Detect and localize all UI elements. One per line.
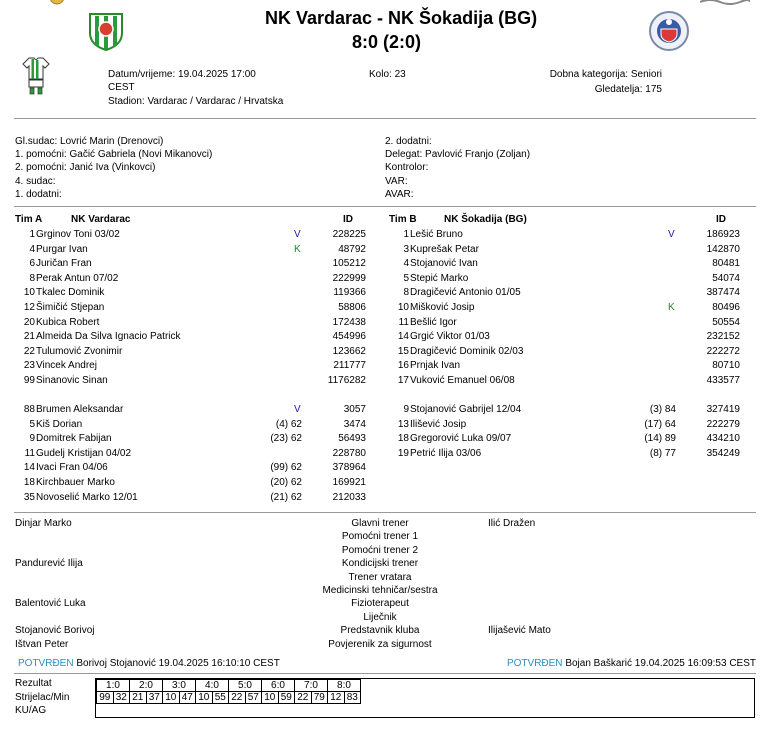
staff-person: Ištvan Peter	[15, 638, 69, 650]
player-number: 21	[23, 331, 35, 343]
partial-logo-icon	[48, 0, 66, 6]
player-id: 354249	[706, 447, 740, 459]
player-number: 16	[397, 360, 409, 372]
player-number: 8	[29, 272, 35, 284]
player-name: Grgić Viktor 01/03	[410, 331, 490, 343]
match-spectators: Gledatelja: 175	[594, 84, 662, 95]
player-number: 9	[403, 404, 409, 415]
player-row	[389, 286, 740, 300]
scorer-minute-cell: 59	[278, 692, 295, 704]
player-name: Gregorović Luka 09/07	[410, 433, 512, 445]
player-number: 35	[23, 491, 35, 503]
staff-role: Fizioterapeut	[351, 598, 409, 610]
official-line: Kontrolor:	[385, 162, 429, 173]
goalkeeper-mark: V	[668, 229, 675, 240]
player-id: 222272	[706, 345, 740, 357]
player-row	[389, 228, 740, 242]
player-number: 18	[397, 433, 409, 445]
player-id: 211777	[333, 360, 366, 372]
match-category: Dobna kategorija: Seniori	[549, 69, 662, 80]
team-a-name: NK Vardarac	[71, 214, 131, 225]
player-number: 8	[403, 287, 409, 299]
scorer-minute-cell: 32	[113, 692, 130, 704]
team-a-id-header: ID	[343, 214, 353, 225]
scorer-minute-cell: 57	[245, 692, 262, 704]
player-row	[15, 330, 366, 344]
goalkeeper-mark: V	[294, 229, 301, 240]
player-id: 387474	[706, 287, 740, 299]
staff-role: Kondicijski trener	[341, 558, 419, 570]
player-number: 20	[23, 316, 35, 328]
player-number: 99	[23, 375, 35, 386]
substitution-minute: (99) 62	[270, 462, 302, 474]
player-number: 1	[403, 229, 409, 240]
scorer-minute-cell: 83	[344, 692, 361, 704]
official-line: 2. dodatni:	[385, 136, 432, 147]
staff-person: Stojanović Borivoj	[15, 625, 95, 637]
team-a-label: Tim A	[15, 214, 43, 225]
player-row	[389, 316, 740, 330]
player-id: 3057	[343, 404, 366, 415]
player-number: 10	[397, 302, 409, 313]
player-name: Grginov Toni 03/02	[36, 229, 120, 240]
player-row	[15, 374, 366, 388]
player-number: 5	[29, 418, 35, 430]
player-number: 4	[29, 243, 35, 255]
staff-person: Ilić Dražen	[488, 518, 536, 529]
results-label-scorer: Strijelac/Min	[15, 692, 70, 703]
player-id: 3474	[343, 418, 366, 430]
player-id: 172438	[332, 316, 366, 328]
player-name: Novoselić Marko 12/01	[36, 491, 138, 503]
match-score: 8:0 (2:0)	[352, 32, 422, 52]
player-number: 10	[23, 287, 35, 299]
player-row	[389, 374, 740, 388]
player-id: 48792	[338, 243, 366, 255]
staff-role: Pomoćni trener 2	[341, 544, 419, 556]
player-name: Tulumović Zvonimir	[36, 345, 123, 357]
player-row	[389, 330, 740, 344]
player-name: Vincek Andrej	[36, 360, 97, 372]
substitution-minute: (4) 62	[275, 418, 302, 430]
player-row	[389, 257, 740, 271]
player-row	[15, 243, 366, 257]
player-row	[15, 447, 366, 461]
player-name: Brumen Aleksandar	[36, 404, 124, 415]
match-stadium: Stadion: Vardarac / Vardarac / Hrvatska	[108, 96, 284, 107]
player-name: Kiš Dorian	[36, 418, 83, 430]
player-row	[389, 243, 740, 257]
substitution-minute: (21) 62	[270, 491, 302, 503]
player-name: Gudelj Kristijan 04/02	[36, 447, 132, 459]
partial-banner-icon	[700, 0, 750, 6]
scorer-number-cell: 21	[130, 692, 147, 704]
scorer-number-cell: 22	[295, 692, 312, 704]
substitution-minute: (17) 64	[644, 418, 676, 430]
official-line: 4. sudac:	[15, 176, 56, 187]
staff-person: Dinjar Marko	[15, 518, 72, 529]
player-id: 119366	[333, 287, 366, 299]
player-name: Bešlić Igor	[410, 316, 457, 328]
player-row	[15, 257, 366, 271]
staff-role: Predstavnik kluba	[340, 625, 420, 637]
player-name: Juričan Fran	[36, 258, 92, 270]
player-number: 11	[24, 447, 35, 459]
player-number: 11	[398, 316, 409, 328]
match-datetime: Datum/vrijeme: 19.04.2025 17:00	[108, 69, 256, 80]
player-name: Stojanović Ivan	[410, 258, 478, 270]
official-line: 1. dodatni:	[15, 189, 62, 200]
confirm-left-text: Borivoj Stojanović 19.04.2025 16:10:10 CEST	[76, 658, 280, 669]
player-number: 13	[397, 418, 409, 430]
player-row	[15, 432, 366, 446]
player-id: 433577	[706, 375, 740, 386]
scorer-number-cell: 10	[163, 692, 180, 704]
player-name: Almeida Da Silva Ignacio Patrick	[36, 331, 181, 343]
official-line: Gl.sudac: Lovrić Marin (Drenovci)	[15, 136, 164, 147]
player-id: 454996	[332, 331, 366, 343]
player-id: 222279	[706, 418, 740, 430]
player-row	[15, 403, 366, 417]
score-cell: 7:0	[295, 680, 328, 692]
player-row	[389, 301, 740, 315]
player-row	[15, 286, 366, 300]
player-name: Purgar Ivan	[36, 243, 88, 255]
player-number: 88	[23, 404, 35, 415]
official-line: VAR:	[385, 176, 408, 187]
player-id: 434210	[706, 433, 740, 445]
player-number: 14	[397, 331, 409, 343]
player-number: 6	[29, 258, 35, 270]
player-id: 142870	[706, 243, 740, 255]
player-name: Ilišević Josip	[410, 418, 467, 430]
player-name: Petrić Ilija 03/06	[410, 447, 482, 459]
player-row	[389, 345, 740, 359]
results-grid	[96, 679, 361, 704]
player-id: 378964	[332, 462, 366, 474]
player-name: Perak Antun 07/02	[36, 272, 119, 284]
player-number: 12	[23, 302, 35, 313]
player-number: 4	[403, 258, 409, 270]
player-id: 54074	[712, 272, 740, 284]
official-line: 2. pomoćni: Janić Iva (Vinkovci)	[15, 162, 156, 173]
score-cell: 2:0	[130, 680, 163, 692]
captain-mark: K	[668, 302, 675, 313]
scorer-number-cell: 10	[196, 692, 213, 704]
confirm-right	[507, 658, 756, 669]
scorer-number-cell: 12	[328, 692, 345, 704]
player-name: Kirchbauer Marko	[36, 477, 115, 488]
player-row	[389, 403, 740, 417]
official-line: AVAR:	[385, 189, 414, 200]
player-number: 23	[23, 360, 35, 372]
player-number: 14	[23, 462, 35, 474]
match-round: Kolo: 23	[369, 69, 406, 80]
player-name: Dragičević Dominik 02/03	[410, 345, 524, 357]
player-name: Šimičić Stjepan	[36, 302, 105, 313]
player-row	[15, 359, 366, 373]
player-name: Stepić Marko	[410, 272, 469, 284]
player-number: 3	[403, 243, 409, 255]
player-name: Ivaci Fran 04/06	[36, 462, 108, 474]
scorer-minute-cell: 47	[179, 692, 196, 704]
nk-sokadija-crest-icon	[648, 10, 690, 52]
player-name: Tkalec Dominik	[36, 287, 105, 299]
confirm-right-tag: POTVRĐEN	[506, 658, 563, 669]
confirm-left	[18, 658, 280, 669]
scorer-number-cell: 99	[97, 692, 114, 704]
player-id: 105212	[332, 258, 366, 270]
player-number: 18	[23, 477, 35, 488]
staff-role: Povjerenik za sigurnost	[328, 638, 432, 650]
player-number: 5	[403, 272, 409, 284]
player-row	[389, 418, 740, 432]
player-id: 80710	[712, 360, 740, 372]
team-b-name: NK Šokadija (BG)	[444, 214, 527, 225]
scorer-minute-cell: 79	[311, 692, 328, 704]
player-row	[15, 301, 366, 315]
scorer-minute-cell: 37	[146, 692, 163, 704]
score-cell: 8:0	[328, 680, 361, 692]
score-cell: 6:0	[262, 680, 295, 692]
player-id: 222999	[332, 272, 366, 284]
staff-person: Ilijašević Mato	[488, 625, 551, 637]
team-b-id-header: ID	[716, 214, 726, 225]
substitution-minute: (8) 77	[649, 447, 676, 459]
staff-role: Pomoćni trener 1	[341, 531, 419, 543]
player-id: 123662	[332, 345, 366, 357]
nk-vardarac-crest-icon	[86, 11, 126, 51]
player-row	[389, 432, 740, 446]
player-row	[389, 359, 740, 373]
substitution-minute: (23) 62	[270, 433, 302, 445]
player-number: 15	[397, 345, 409, 357]
divider	[14, 512, 756, 513]
confirm-left-tag: POTVRĐEN	[18, 658, 74, 669]
player-id: 80481	[712, 258, 740, 270]
score-cell: 4:0	[196, 680, 229, 692]
player-name: Vuković Emanuel 06/08	[410, 375, 515, 386]
player-id: 58806	[338, 302, 366, 313]
player-row	[389, 272, 740, 286]
player-id: 232152	[706, 331, 740, 343]
match-timezone: CEST	[108, 82, 135, 93]
captain-mark: K	[294, 243, 301, 255]
player-row	[389, 447, 740, 461]
player-number: 19	[397, 447, 409, 459]
score-cell: 1:0	[97, 680, 130, 692]
divider	[14, 118, 756, 119]
player-id: 169921	[332, 477, 366, 488]
staff-person: Balentović Luka	[15, 598, 86, 610]
player-name: Lešić Bruno	[410, 229, 463, 240]
player-name: Kubica Robert	[36, 316, 100, 328]
team-b-label: Tim B	[389, 214, 417, 225]
player-row	[15, 418, 366, 432]
match-title: NK Vardarac - NK Šokadija (BG)	[265, 8, 538, 28]
staff-role: Trener vratara	[348, 571, 412, 583]
substitution-minute: (3) 84	[649, 404, 676, 415]
results-label-ku: KU/AG	[15, 705, 47, 716]
player-id: 228780	[332, 447, 366, 459]
player-id: 56493	[338, 433, 366, 445]
scorer-number-cell: 22	[229, 692, 246, 704]
player-row	[15, 476, 366, 490]
staff-role: Liječnik	[363, 611, 397, 623]
official-line: Delegat: Pavlović Franjo (Zoljan)	[385, 149, 531, 160]
score-cell: 3:0	[163, 680, 196, 692]
player-number: 9	[29, 433, 35, 445]
player-id: 186923	[706, 229, 740, 240]
player-name: Domitrek Fabijan	[36, 433, 112, 445]
player-row	[15, 461, 366, 475]
official-line: 1. pomoćni: Gačić Gabriela (Novi Mikanovci)	[15, 149, 213, 160]
staff-role: Glavni trener	[351, 518, 409, 529]
player-id: 1176282	[327, 375, 366, 386]
staff-role: Medicinski tehničar/sestra	[322, 585, 438, 596]
player-id: 212033	[332, 491, 366, 503]
results-label-score: Rezultat	[15, 678, 52, 689]
player-id: 327419	[706, 404, 740, 415]
player-number: 17	[397, 375, 409, 386]
player-row	[15, 316, 366, 330]
score-cell: 5:0	[229, 680, 262, 692]
player-id: 228225	[332, 229, 366, 240]
player-number: 1	[29, 229, 35, 240]
scorer-minute-cell: 55	[212, 692, 229, 704]
jersey-icon	[22, 57, 50, 95]
player-row	[15, 345, 366, 359]
player-id: 80496	[712, 302, 740, 313]
player-name: Prnjak Ivan	[410, 360, 461, 372]
player-row	[15, 491, 366, 505]
player-name: Kuprešak Petar	[410, 243, 479, 255]
goalkeeper-mark: V	[294, 404, 301, 415]
player-row	[15, 228, 366, 242]
substitution-minute: (20) 62	[270, 477, 302, 488]
substitution-minute: (14) 89	[644, 433, 676, 445]
scorer-number-cell: 10	[262, 692, 279, 704]
results-table	[96, 679, 361, 704]
divider	[14, 206, 756, 207]
player-name: Sinanovic Sinan	[36, 375, 108, 386]
confirm-right-text: Bojan Baškarić 19.04.2025 16:09:53 CEST	[565, 658, 756, 669]
player-name: Mišković Josip	[410, 302, 475, 313]
player-name: Dragičević Antonio 01/05	[410, 287, 521, 299]
divider	[14, 673, 756, 674]
player-row	[15, 272, 366, 286]
player-id: 50554	[712, 316, 740, 328]
player-number: 22	[23, 345, 35, 357]
player-name: Stojanović Gabrijel 12/04	[410, 404, 522, 415]
staff-person: Pandurević Ilija	[15, 558, 83, 570]
